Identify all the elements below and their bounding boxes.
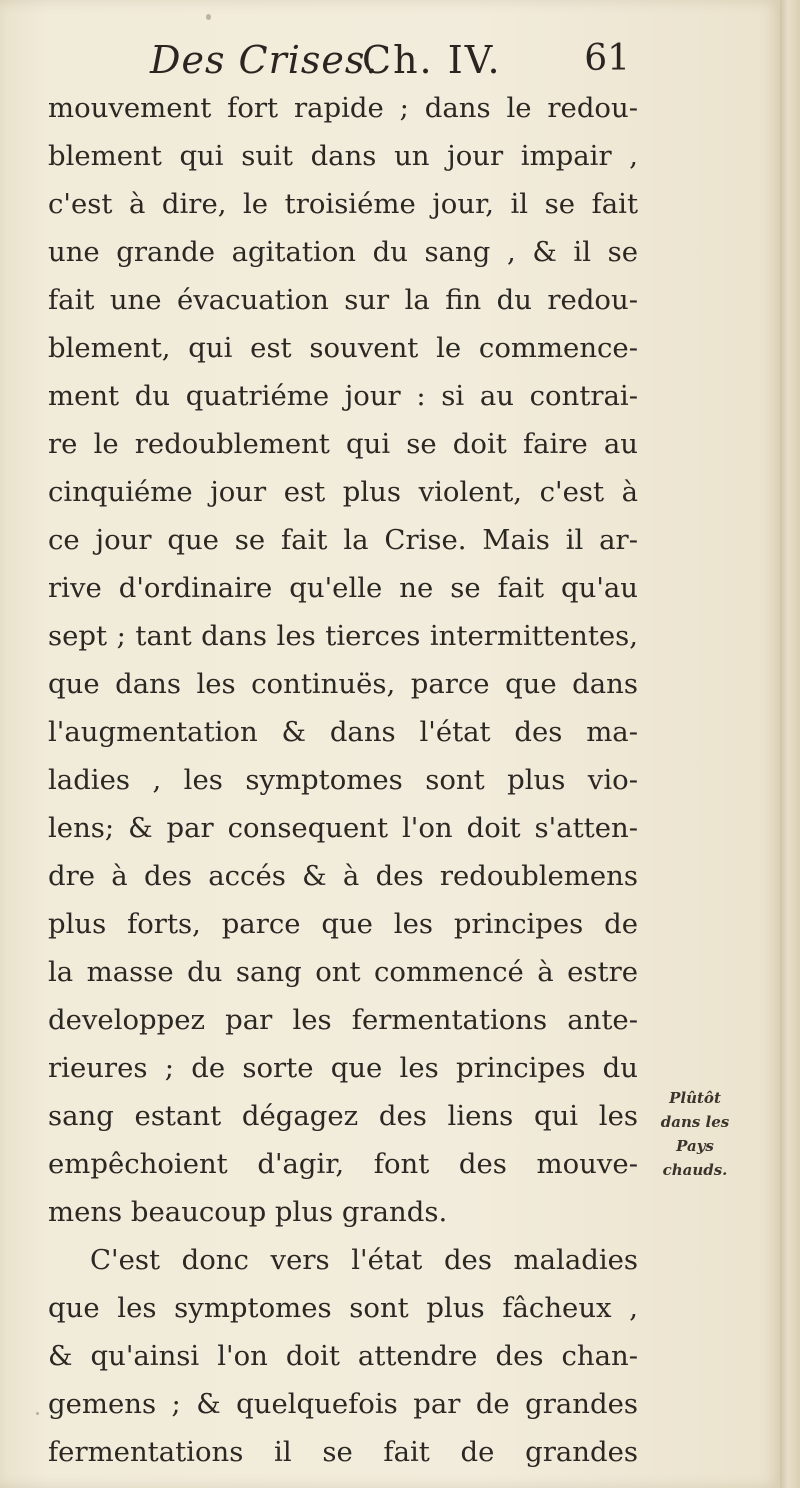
text-line: developpez par les fermentations ante- <box>48 1004 638 1036</box>
text-line: blement qui suit dans un jour impair , <box>48 140 638 172</box>
margin-note-line: Plûtôt <box>669 1089 721 1107</box>
text-line: gemens ; & quelquefois par de grandes <box>48 1388 638 1420</box>
text-line: une grande agitation du sang , & il se <box>48 236 638 268</box>
text-line: ladies , les symptomes sont plus vio- <box>48 764 638 796</box>
text-line: lens; & par consequent l'on doit s'atten- <box>48 812 638 844</box>
margin-note <box>640 1086 750 1182</box>
paper-fleck <box>36 1412 39 1415</box>
text-line: mens beaucoup plus grands. <box>48 1196 448 1228</box>
text-line: plus forts, parce que les principes de <box>48 908 638 940</box>
text-line: sept ; tant dans les tierces intermittentes, <box>48 620 638 652</box>
text-line: ment du quatriéme jour : si au contrai- <box>48 380 638 412</box>
text-line: que les symptomes sont plus fâcheux , <box>48 1292 638 1324</box>
text-line: que dans les continuës, parce que dans <box>48 668 638 700</box>
text-line: dre à des accés & à des redoublemens <box>48 860 638 892</box>
page-edge <box>780 0 800 1488</box>
running-head-chapter: Ch. IV. <box>362 38 502 82</box>
body-text <box>48 84 638 1476</box>
text-line: re le redoublement qui se doit faire au <box>48 428 638 460</box>
text-line: c'est à dire, le troisiéme jour, il se fait <box>48 188 638 220</box>
page-number: 61 <box>584 38 630 79</box>
text-line: ce jour que se fait la Crise. Mais il ar- <box>48 524 638 556</box>
margin-note-line: chauds. <box>662 1161 728 1179</box>
text-line: rieures ; de sorte que les principes du <box>48 1052 638 1084</box>
text-line: la masse du sang ont commencé à estre <box>48 956 638 988</box>
margin-note-line: Pays <box>676 1137 714 1155</box>
text-line: empêchoient d'agir, font des mouve- <box>48 1148 638 1180</box>
text-line: & qu'ainsi l'on doit attendre des chan- <box>48 1340 638 1372</box>
text-line: fermentations il se fait de grandes <box>48 1436 638 1468</box>
text-line: mouvement fort rapide ; dans le redou- <box>48 92 638 124</box>
text-line: l'augmentation & dans l'état des ma- <box>48 716 638 748</box>
running-head-title: Des Crises. <box>150 38 379 82</box>
text-line: C'est donc vers l'état des maladies <box>90 1244 638 1276</box>
text-line: fait une évacuation sur la fin du redou- <box>48 284 638 316</box>
text-line: rive d'ordinaire qu'elle ne se fait qu'au <box>48 572 638 604</box>
text-line: cinquiéme jour est plus violent, c'est à <box>48 476 638 508</box>
paper-fleck <box>206 14 211 20</box>
text-line: sang estant dégagez des liens qui les <box>48 1100 638 1132</box>
margin-note-line: dans les <box>660 1113 730 1131</box>
text-line: blement, qui est souvent le commence- <box>48 332 638 364</box>
